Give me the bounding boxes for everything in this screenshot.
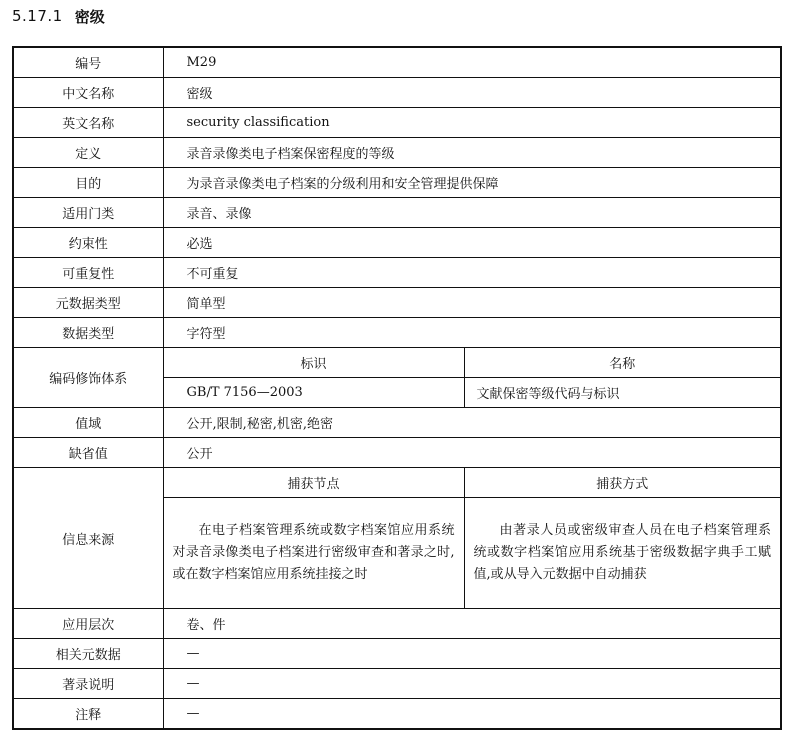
- row-label: 相关元数据: [13, 639, 163, 669]
- metadata-table: [12, 46, 782, 730]
- row-value: —: [163, 699, 781, 730]
- row-id: [13, 47, 781, 78]
- row-label: 英文名称: [13, 108, 163, 138]
- row-value: 公开,限制,秘密,机密,绝密: [163, 408, 781, 438]
- section-number: 5.17.1: [12, 7, 63, 25]
- source-col1-text: 在电子档案管理系统或数字档案馆应用系统对录音录像类电子档案进行密级审查和著录之时,或在数字档案馆应用系统挂接之时: [172, 523, 455, 582]
- row-label: 适用门类: [13, 198, 163, 228]
- row-value: —: [163, 669, 781, 699]
- row-label: 编号: [13, 47, 163, 78]
- row-label: 可重复性: [13, 258, 163, 288]
- row-category: [13, 198, 781, 228]
- row-meta-type: [13, 288, 781, 318]
- row-source-header: [13, 468, 781, 498]
- row-en-name: [13, 108, 781, 138]
- row-label: 著录说明: [13, 669, 163, 699]
- row-value: 公开: [163, 438, 781, 468]
- section-heading: [12, 4, 105, 28]
- row-value: 录音、录像: [163, 198, 781, 228]
- row-data-type: [13, 318, 781, 348]
- row-annotation: [13, 699, 781, 730]
- encoding-col1-header: 标识: [163, 348, 464, 378]
- section-title: 密级: [74, 7, 105, 26]
- row-purpose: [13, 168, 781, 198]
- row-label: 注释: [13, 699, 163, 730]
- encoding-col2-value: 文献保密等级代码与标识: [464, 378, 781, 408]
- source-col2-text: 由著录人员或密级审查人员在电子档案管理系统或数字档案馆应用系统基于密级数据字典手工赋值,或从导入元数据中自动捕获: [473, 523, 772, 582]
- row-value: 简单型: [163, 288, 781, 318]
- source-col2-value: [464, 498, 781, 609]
- row-label: 缺省值: [13, 438, 163, 468]
- row-range: [13, 408, 781, 438]
- row-level: [13, 609, 781, 639]
- row-label: 目的: [13, 168, 163, 198]
- row-value: 密级: [163, 78, 781, 108]
- row-label: 值域: [13, 408, 163, 438]
- encoding-col1-value: GB/T 7156—2003: [163, 378, 464, 408]
- row-value: M29: [163, 47, 781, 78]
- row-value: 字符型: [163, 318, 781, 348]
- source-col1-value: [163, 498, 464, 609]
- row-constraint: [13, 228, 781, 258]
- source-col1-header: 捕获节点: [163, 468, 464, 498]
- row-label: 应用层次: [13, 609, 163, 639]
- row-notes-desc: [13, 669, 781, 699]
- row-label: 中文名称: [13, 78, 163, 108]
- row-label: 定义: [13, 138, 163, 168]
- row-label: 信息来源: [13, 468, 163, 609]
- row-repeat: [13, 258, 781, 288]
- row-cn-name: [13, 78, 781, 108]
- row-value: 不可重复: [163, 258, 781, 288]
- row-value: security classification: [163, 108, 781, 138]
- row-value: 必选: [163, 228, 781, 258]
- row-value: 卷、件: [163, 609, 781, 639]
- row-encoding-header: [13, 348, 781, 378]
- row-label: 元数据类型: [13, 288, 163, 318]
- row-label: 编码修饰体系: [13, 348, 163, 408]
- encoding-col2-header: 名称: [464, 348, 781, 378]
- row-definition: [13, 138, 781, 168]
- row-value: 为录音录像类电子档案的分级利用和安全管理提供保障: [163, 168, 781, 198]
- row-value: 录音录像类电子档案保密程度的等级: [163, 138, 781, 168]
- row-default: [13, 438, 781, 468]
- row-related: [13, 639, 781, 669]
- row-value: —: [163, 639, 781, 669]
- row-label: 数据类型: [13, 318, 163, 348]
- row-label: 约束性: [13, 228, 163, 258]
- source-col2-header: 捕获方式: [464, 468, 781, 498]
